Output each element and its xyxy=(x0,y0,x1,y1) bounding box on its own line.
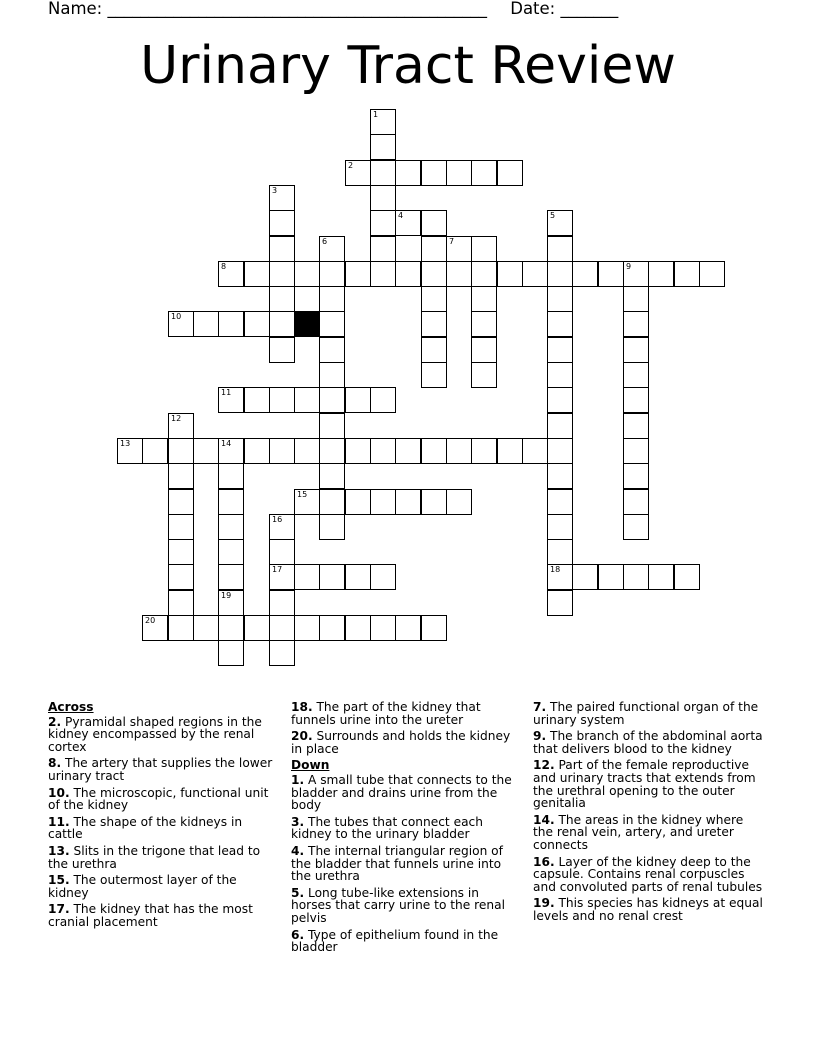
grid-cell[interactable] xyxy=(547,539,573,565)
clue-text: Layer of the kidney deep to the capsule. Contains renal corpuscles and convoluted parts of renal tubules xyxy=(533,854,763,894)
clue-number: 11. xyxy=(48,814,70,829)
grid-cell[interactable] xyxy=(699,261,725,287)
clue-number: 7. xyxy=(533,700,547,714)
clue-number-9: 9 xyxy=(626,262,632,271)
grid-cell[interactable] xyxy=(547,337,573,363)
grid-cell[interactable] xyxy=(370,236,396,262)
clue-number: 14. xyxy=(533,812,555,827)
grid-cell[interactable] xyxy=(319,337,345,363)
grid-cell[interactable] xyxy=(370,387,396,413)
grid-cell[interactable] xyxy=(269,185,295,211)
grid-cell[interactable] xyxy=(623,362,649,388)
clue-number-5: 5 xyxy=(550,211,556,220)
grid-cell[interactable] xyxy=(117,438,143,464)
clue-down-9 xyxy=(533,730,765,755)
clue-down-7 xyxy=(533,701,765,726)
grid-cell[interactable] xyxy=(218,564,244,590)
clue-text: The areas in the kidney where the renal vein, artery, and ureter connects xyxy=(533,812,744,852)
grid-cell[interactable] xyxy=(269,311,295,337)
date-field-label[interactable]: Date: _______ xyxy=(510,0,619,18)
clue-down-1 xyxy=(291,774,523,812)
grid-cell[interactable] xyxy=(421,236,447,262)
grid-cell[interactable] xyxy=(395,160,421,186)
clue-text: The shape of the kidneys in cattle xyxy=(48,814,243,842)
clue-number-7: 7 xyxy=(449,237,455,246)
grid-cell[interactable] xyxy=(522,438,548,464)
grid-cell[interactable] xyxy=(319,387,345,413)
grid-cell[interactable] xyxy=(269,210,295,236)
grid-cell[interactable] xyxy=(395,438,421,464)
grid-cell[interactable] xyxy=(345,438,371,464)
clue-number: 16. xyxy=(533,854,555,869)
clue-across-11 xyxy=(48,816,280,841)
grid-cell[interactable] xyxy=(168,311,194,337)
grid-cell[interactable] xyxy=(370,261,396,287)
clue-text: The tubes that connect each kidney to the urinary bladder xyxy=(291,814,483,842)
grid-cell[interactable] xyxy=(218,615,244,641)
grid-cell[interactable] xyxy=(471,337,497,363)
grid-cell[interactable] xyxy=(522,261,548,287)
grid-cell[interactable] xyxy=(269,640,295,666)
grid-cell[interactable] xyxy=(497,160,523,186)
grid-cell[interactable] xyxy=(370,615,396,641)
clue-number: 3. xyxy=(291,814,305,829)
grid-cell[interactable] xyxy=(218,387,244,413)
grid-cell[interactable] xyxy=(623,261,649,287)
grid-cell[interactable] xyxy=(218,489,244,515)
clue-text: Part of the female reproductive and urinary tracts that extends from the urethral opening to the outer genitalia xyxy=(533,758,756,811)
grid-cell[interactable] xyxy=(345,261,371,287)
grid-cell[interactable] xyxy=(547,514,573,540)
grid-cell[interactable] xyxy=(269,286,295,312)
grid-cell[interactable] xyxy=(395,489,421,515)
clue-down-3 xyxy=(291,816,523,841)
clue-across-2 xyxy=(48,716,280,754)
grid-cell[interactable] xyxy=(648,261,674,287)
grid-cell[interactable] xyxy=(269,539,295,565)
clue-text: Surrounds and holds the kidney in place xyxy=(291,729,511,756)
grid-cell[interactable] xyxy=(497,438,523,464)
clue-number-17: 17 xyxy=(272,565,283,574)
clue-number: 12. xyxy=(533,758,555,773)
clue-number: 18. xyxy=(291,700,313,714)
grid-cell[interactable] xyxy=(395,615,421,641)
clue-number-2: 2 xyxy=(348,161,354,170)
grid-cell[interactable] xyxy=(193,438,219,464)
grid-cell[interactable] xyxy=(547,564,573,590)
clue-number-20: 20 xyxy=(145,616,156,625)
grid-cell[interactable] xyxy=(218,438,244,464)
grid-cell[interactable] xyxy=(648,564,674,590)
clue-number: 13. xyxy=(48,843,70,858)
grid-cell[interactable] xyxy=(547,362,573,388)
grid-cell[interactable] xyxy=(623,564,649,590)
grid-cell[interactable] xyxy=(446,261,472,287)
grid-cell[interactable] xyxy=(269,564,295,590)
grid-cell[interactable] xyxy=(421,489,447,515)
grid-cell[interactable] xyxy=(269,261,295,287)
clue-text: The microscopic, functional unit of the kidney xyxy=(48,785,269,813)
grid-cell[interactable] xyxy=(319,564,345,590)
clue-number-10: 10 xyxy=(171,312,182,321)
clue-number-16: 16 xyxy=(272,515,283,524)
clue-number: 5. xyxy=(291,885,305,900)
clue-text: The kidney that has the most cranial placement xyxy=(48,902,253,929)
clue-number: 6. xyxy=(291,927,305,942)
grid-cell[interactable] xyxy=(345,615,371,641)
clue-number-18: 18 xyxy=(550,565,561,574)
grid-cell[interactable] xyxy=(269,590,295,616)
clue-down-12 xyxy=(533,759,765,809)
grid-cell[interactable] xyxy=(547,286,573,312)
clue-across-15 xyxy=(48,874,280,899)
grid-cell[interactable] xyxy=(294,438,320,464)
grid-cell[interactable] xyxy=(370,160,396,186)
clue-number-3: 3 xyxy=(272,186,278,195)
grid-cell[interactable] xyxy=(168,413,194,439)
grid-cell[interactable] xyxy=(497,261,523,287)
clue-down-14 xyxy=(533,814,765,852)
grid-cell[interactable] xyxy=(269,387,295,413)
grid-cell[interactable] xyxy=(370,185,396,211)
grid-cell[interactable] xyxy=(547,236,573,262)
clue-text: Long tube-like extensions in horses that carry urine to the renal pelvis xyxy=(291,885,505,925)
grid-cell[interactable] xyxy=(623,387,649,413)
grid-cell[interactable] xyxy=(168,463,194,489)
grid-cell[interactable] xyxy=(421,615,447,641)
grid-cell[interactable] xyxy=(168,489,194,515)
clue-number-8: 8 xyxy=(221,262,227,271)
grid-cell[interactable] xyxy=(598,564,624,590)
grid-cell[interactable] xyxy=(370,489,396,515)
grid-cell[interactable] xyxy=(547,413,573,439)
grid-cell[interactable] xyxy=(345,564,371,590)
clue-text: Pyramidal shaped regions in the kidney encompassed by the renal cortex xyxy=(48,714,262,754)
grid-cell[interactable] xyxy=(471,286,497,312)
grid-cell[interactable] xyxy=(547,489,573,515)
grid-cell[interactable] xyxy=(623,463,649,489)
grid-cell[interactable] xyxy=(471,438,497,464)
clue-column-1 xyxy=(48,701,280,933)
grid-cell[interactable] xyxy=(269,514,295,540)
grid-cell[interactable] xyxy=(674,564,700,590)
clue-number: 19. xyxy=(533,896,555,911)
clue-number-6: 6 xyxy=(322,237,328,246)
grid-cell[interactable] xyxy=(471,160,497,186)
clue-text: Slits in the trigone that lead to the urethra xyxy=(48,843,261,871)
grid-cell[interactable] xyxy=(370,438,396,464)
grid-cell[interactable] xyxy=(319,489,345,515)
grid-cell[interactable] xyxy=(674,261,700,287)
grid-cell[interactable] xyxy=(421,362,447,388)
clue-text: A small tube that connects to the bladder and drains urine from the body xyxy=(291,772,512,813)
grid-cell[interactable] xyxy=(547,210,573,236)
grid-cell[interactable] xyxy=(421,210,447,236)
clue-text: The internal triangular region of the bladder that funnels urine into the urethra xyxy=(291,843,503,884)
clue-down-6 xyxy=(291,929,523,954)
clue-across-10 xyxy=(48,787,280,812)
clue-across-8 xyxy=(48,757,280,782)
page-title: Urinary Tract Review xyxy=(140,36,676,96)
grid-cell[interactable] xyxy=(244,615,270,641)
grid-cell[interactable] xyxy=(193,615,219,641)
grid-cell[interactable] xyxy=(623,489,649,515)
grid-cell[interactable] xyxy=(370,210,396,236)
clue-number-19: 19 xyxy=(221,591,232,600)
grid-cell[interactable] xyxy=(218,590,244,616)
clue-text: The branch of the abdominal aorta that delivers blood to the kidney xyxy=(533,729,763,756)
grid-cell[interactable] xyxy=(244,311,270,337)
grid-cell[interactable] xyxy=(345,387,371,413)
clue-down-5 xyxy=(291,887,523,925)
clue-text: The artery that supplies the lower urinary tract xyxy=(48,756,273,783)
grid-cell[interactable] xyxy=(370,134,396,160)
grid-cell[interactable] xyxy=(319,261,345,287)
clue-number-4: 4 xyxy=(398,211,404,220)
grid-cell[interactable] xyxy=(547,590,573,616)
grid-cell[interactable] xyxy=(294,489,320,515)
clue-text: The part of the kidney that funnels urine into the ureter xyxy=(291,700,481,727)
grid-cell[interactable] xyxy=(269,438,295,464)
clue-across-17 xyxy=(48,903,280,928)
clue-number: 10. xyxy=(48,785,70,800)
grid-cell[interactable] xyxy=(218,514,244,540)
grid-cell[interactable] xyxy=(294,387,320,413)
grid-cell[interactable] xyxy=(294,615,320,641)
clue-down-4 xyxy=(291,845,523,883)
grid-cell[interactable] xyxy=(142,438,168,464)
clue-number-15: 15 xyxy=(297,490,308,499)
grid-cell[interactable] xyxy=(598,261,624,287)
clue-across-20 xyxy=(291,730,523,755)
clue-number-11: 11 xyxy=(221,388,232,397)
clue-number: 17. xyxy=(48,902,70,917)
across-heading: Across xyxy=(48,700,94,714)
grid-cell[interactable] xyxy=(471,362,497,388)
clue-text: The paired functional organ of the urinary system xyxy=(533,700,759,727)
grid-cell[interactable] xyxy=(370,109,396,135)
grid-cell[interactable] xyxy=(623,286,649,312)
clue-number: 2. xyxy=(48,714,62,729)
grid-cell[interactable] xyxy=(218,539,244,565)
grid-cell[interactable] xyxy=(218,463,244,489)
clue-number: 8. xyxy=(48,756,62,771)
grid-cell[interactable] xyxy=(421,337,447,363)
grid-cell[interactable] xyxy=(547,261,573,287)
grid-cell[interactable] xyxy=(421,311,447,337)
clue-number: 4. xyxy=(291,843,305,858)
grid-cell[interactable] xyxy=(370,564,396,590)
grid-cell[interactable] xyxy=(471,261,497,287)
grid-cell[interactable] xyxy=(319,362,345,388)
clue-column-2 xyxy=(291,701,523,958)
grid-cell[interactable] xyxy=(319,413,345,439)
grid-cell[interactable] xyxy=(421,160,447,186)
clue-column-3 xyxy=(533,701,765,927)
grid-cell[interactable] xyxy=(294,564,320,590)
grid-cell[interactable] xyxy=(319,514,345,540)
grid-cell[interactable] xyxy=(471,311,497,337)
grid-cell[interactable] xyxy=(244,261,270,287)
grid-cell[interactable] xyxy=(572,261,598,287)
grid-cell[interactable] xyxy=(446,160,472,186)
clue-number-14: 14 xyxy=(221,439,232,448)
grid-cell[interactable] xyxy=(319,236,345,262)
grid-cell[interactable] xyxy=(446,489,472,515)
grid-cell[interactable] xyxy=(168,438,194,464)
name-field-label[interactable]: Name: ______________________________________________ xyxy=(48,0,487,18)
clue-number: 15. xyxy=(48,873,70,888)
grid-cell[interactable] xyxy=(168,615,194,641)
clue-text: Type of epithelium found in the bladder xyxy=(291,927,499,955)
grid-cell[interactable] xyxy=(547,311,573,337)
grid-cell[interactable] xyxy=(623,311,649,337)
grid-cell[interactable] xyxy=(421,438,447,464)
grid-cell[interactable] xyxy=(269,236,295,262)
grid-cell[interactable] xyxy=(218,261,244,287)
clue-down-19 xyxy=(533,897,765,922)
grid-cell[interactable] xyxy=(193,311,219,337)
grid-cell[interactable] xyxy=(547,387,573,413)
grid-cell[interactable] xyxy=(395,210,421,236)
grid-cell[interactable] xyxy=(168,539,194,565)
grid-cell[interactable] xyxy=(319,615,345,641)
grid-cell[interactable] xyxy=(319,286,345,312)
grid-cell[interactable] xyxy=(572,564,598,590)
grid-cell[interactable] xyxy=(345,489,371,515)
grid-cell[interactable] xyxy=(168,564,194,590)
grid-cell[interactable] xyxy=(623,337,649,363)
grid-cell[interactable] xyxy=(244,387,270,413)
grid-cell[interactable] xyxy=(218,640,244,666)
grid-cell[interactable] xyxy=(395,261,421,287)
down-heading: Down xyxy=(291,758,330,773)
grid-cell[interactable] xyxy=(421,286,447,312)
clue-down-16 xyxy=(533,856,765,894)
grid-cell[interactable] xyxy=(547,438,573,464)
grid-cell[interactable] xyxy=(168,590,194,616)
grid-cell[interactable] xyxy=(446,438,472,464)
grid-cell[interactable] xyxy=(623,514,649,540)
grid-cell[interactable] xyxy=(218,311,244,337)
clue-number-1: 1 xyxy=(373,110,379,119)
clue-number-12: 12 xyxy=(171,414,182,423)
grid-cell[interactable] xyxy=(244,438,270,464)
grid-cell[interactable] xyxy=(269,615,295,641)
grid-cell[interactable] xyxy=(547,463,573,489)
clue-text: This species has kidneys at equal levels and no renal crest xyxy=(533,896,763,923)
grid-block-cell xyxy=(294,311,320,337)
grid-cell[interactable] xyxy=(142,615,168,641)
grid-cell[interactable] xyxy=(168,514,194,540)
grid-cell[interactable] xyxy=(623,438,649,464)
clue-number-13: 13 xyxy=(120,439,131,448)
clue-number: 20. xyxy=(291,729,313,744)
grid-cell[interactable] xyxy=(421,261,447,287)
clue-number: 9. xyxy=(533,729,547,744)
grid-cell[interactable] xyxy=(269,337,295,363)
clue-across-13 xyxy=(48,845,280,870)
clue-text: The outermost layer of the kidney xyxy=(48,873,237,900)
clue-across-18 xyxy=(291,701,523,726)
grid-cell[interactable] xyxy=(319,438,345,464)
grid-cell[interactable] xyxy=(345,160,371,186)
grid-cell[interactable] xyxy=(471,236,497,262)
grid-cell[interactable] xyxy=(294,261,320,287)
grid-cell[interactable] xyxy=(319,311,345,337)
grid-cell[interactable] xyxy=(319,463,345,489)
clue-number: 1. xyxy=(291,772,305,787)
grid-cell[interactable] xyxy=(623,413,649,439)
grid-cell[interactable] xyxy=(446,236,472,262)
